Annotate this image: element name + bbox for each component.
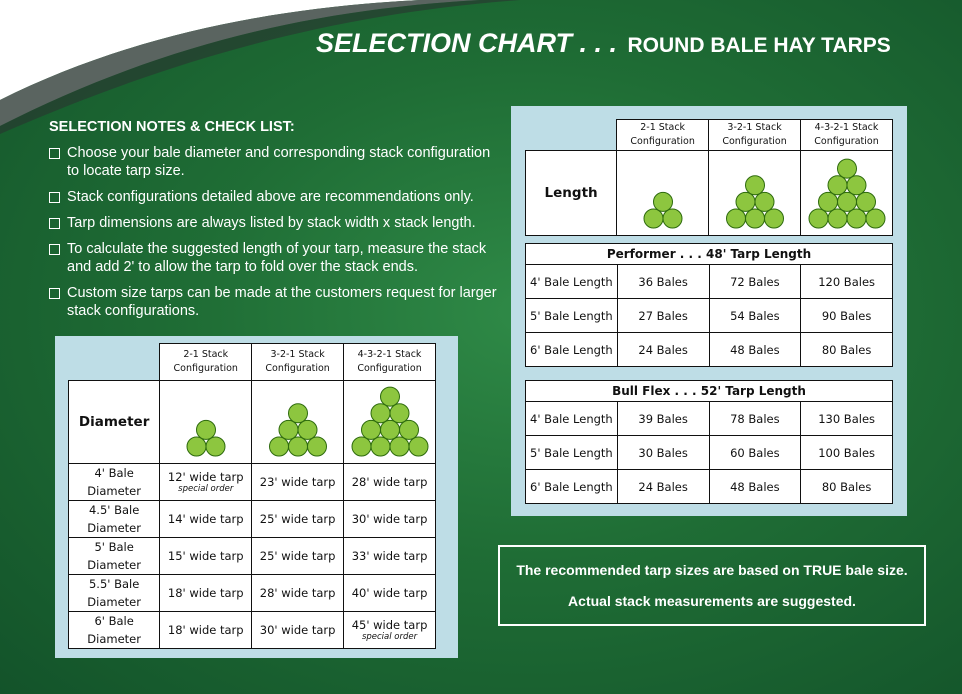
bale-circle xyxy=(390,437,409,456)
row-label: 5.5' Bale Diameter xyxy=(69,575,160,612)
bale-circle xyxy=(828,209,847,228)
table-cell: 30' wide tarp xyxy=(344,501,436,538)
length-label: Length xyxy=(526,151,617,236)
table-cell: 15' wide tarp xyxy=(160,538,252,575)
width-table xyxy=(68,343,436,649)
config-header-4-3-2-1: 4-3-2-1 Stack Configuration xyxy=(801,120,893,151)
bale-stack-icon xyxy=(346,381,434,459)
stack-4-3-2-1-icon xyxy=(344,381,436,464)
table-cell: 27 Bales xyxy=(617,299,709,333)
table-cell: 30' wide tarp xyxy=(252,612,344,649)
table-row xyxy=(69,501,436,538)
bale-circle xyxy=(371,437,390,456)
stack-3-2-1-icon xyxy=(709,151,801,236)
table-cell: 80 Bales xyxy=(801,470,893,504)
bale-circle xyxy=(809,209,828,228)
table-cell: 28' wide tarp xyxy=(252,575,344,612)
bale-circle xyxy=(818,192,837,211)
bale-circle xyxy=(764,209,783,228)
notes-heading: SELECTION NOTES & CHECK LIST: xyxy=(49,119,295,135)
table-cell: 48 Bales xyxy=(709,470,801,504)
bale-stack-icon xyxy=(711,151,799,231)
bullflex-header: Bull Flex . . . 52' Tarp Length xyxy=(526,381,893,402)
config-header-4-3-2-1: 4-3-2-1 Stack Configuration xyxy=(344,344,436,381)
bale-circle xyxy=(206,437,225,456)
notes-list xyxy=(49,144,499,320)
checkbox-icon xyxy=(49,218,60,229)
bale-stack-icon xyxy=(162,381,250,459)
note-item: Stack configurations detailed above are recommendations only. xyxy=(49,188,499,206)
length-table-panel xyxy=(511,106,907,516)
bale-circle xyxy=(352,437,371,456)
width-table-panel xyxy=(55,336,458,658)
table-row xyxy=(69,538,436,575)
table-cell: 25' wide tarp xyxy=(252,501,344,538)
note-line-2: Actual stack measurements are suggested. xyxy=(568,593,856,609)
table-cell: 100 Bales xyxy=(801,436,893,470)
bale-circle xyxy=(644,209,663,228)
checkbox-icon xyxy=(49,288,60,299)
bale-circle xyxy=(288,437,307,456)
table-row xyxy=(526,265,893,299)
note-item: Custom size tarps can be made at the customers request for larger stack configurations. xyxy=(49,284,499,320)
table-cell: 23' wide tarp xyxy=(252,464,344,501)
config-header-3-2-1: 3-2-1 Stack Configuration xyxy=(709,120,801,151)
table-cell: 40' wide tarp xyxy=(344,575,436,612)
note-line-1: The recommended tarp sizes are based on TRUE bale size. xyxy=(516,562,908,578)
title-part2: ROUND BALE HAY TARPS xyxy=(627,34,891,57)
special-order-note: special order xyxy=(178,483,234,494)
bale-stack-icon xyxy=(254,381,342,459)
note-item: To calculate the suggested length of your tarp, measure the stack and add 2' to allow the tarp to fold over the stack ends. xyxy=(49,240,499,276)
table-cell: 12' wide tarp special order xyxy=(160,464,252,501)
performer-table xyxy=(525,243,893,367)
table-cell: 48 Bales xyxy=(709,333,801,367)
bale-circle xyxy=(736,192,755,211)
bale-circle xyxy=(380,387,399,406)
config-header-2-1: 2-1 Stack Configuration xyxy=(617,120,709,151)
table-row xyxy=(526,470,893,504)
table-row xyxy=(69,575,436,612)
stack-4-3-2-1-icon xyxy=(801,151,893,236)
row-label: 5' Bale Length xyxy=(526,436,618,470)
table-cell: 120 Bales xyxy=(801,265,893,299)
bale-circle xyxy=(390,404,409,423)
checkbox-icon xyxy=(49,244,60,255)
table-cell: 54 Bales xyxy=(709,299,801,333)
row-label: 6' Bale Diameter xyxy=(69,612,160,649)
table-cell: 60 Bales xyxy=(709,436,801,470)
bale-circle xyxy=(856,192,875,211)
row-label: 6' Bale Length xyxy=(526,333,618,367)
bale-circle xyxy=(307,437,326,456)
bale-circle xyxy=(653,192,672,211)
stack-3-2-1-icon xyxy=(252,381,344,464)
checkbox-icon xyxy=(49,192,60,203)
row-label: 4' Bale Diameter xyxy=(69,464,160,501)
bale-circle xyxy=(828,176,847,195)
config-header-3-2-1: 3-2-1 Stack Configuration xyxy=(252,344,344,381)
title-part1: SELECTION CHART . . . xyxy=(316,28,618,58)
table-cell: 24 Bales xyxy=(617,333,709,367)
table-row xyxy=(526,436,893,470)
bale-circle xyxy=(847,209,866,228)
bale-circle xyxy=(837,192,856,211)
bale-circle xyxy=(745,209,764,228)
bale-stack-icon xyxy=(619,151,707,231)
table-cell: 39 Bales xyxy=(617,402,709,436)
config-header-2-1: 2-1 Stack Configuration xyxy=(160,344,252,381)
tarp-size-note xyxy=(498,545,926,626)
selection-notes xyxy=(49,119,499,328)
table-row xyxy=(526,402,893,436)
table-cell: 28' wide tarp xyxy=(344,464,436,501)
bale-circle xyxy=(837,159,856,178)
note-item: Tarp dimensions are always listed by stack width x stack length. xyxy=(49,214,499,232)
table-cell: 30 Bales xyxy=(617,436,709,470)
bale-circle xyxy=(298,420,317,439)
table-cell: 18' wide tarp xyxy=(160,575,252,612)
row-label: 4' Bale Length xyxy=(526,265,618,299)
performer-header: Performer . . . 48' Tarp Length xyxy=(526,244,893,265)
row-label: 4.5' Bale Diameter xyxy=(69,501,160,538)
bale-circle xyxy=(269,437,288,456)
table-cell: 24 Bales xyxy=(617,470,709,504)
bullflex-table xyxy=(525,380,893,504)
bale-stack-icon xyxy=(803,151,891,231)
table-cell: 72 Bales xyxy=(709,265,801,299)
bale-circle xyxy=(409,437,428,456)
bale-circle xyxy=(726,209,745,228)
table-cell: 25' wide tarp xyxy=(252,538,344,575)
bale-circle xyxy=(866,209,885,228)
bale-circle xyxy=(380,420,399,439)
bale-circle xyxy=(755,192,774,211)
bale-circle xyxy=(371,404,390,423)
special-order-note: special order xyxy=(361,631,418,642)
note-item: Choose your bale diameter and corresponding stack configuration to locate tarp size. xyxy=(49,144,499,180)
bale-circle xyxy=(279,420,298,439)
table-cell: 36 Bales xyxy=(617,265,709,299)
table-cell: 90 Bales xyxy=(801,299,893,333)
bale-circle xyxy=(196,420,215,439)
row-label: 5' Bale Length xyxy=(526,299,618,333)
table-cell: 14' wide tarp xyxy=(160,501,252,538)
diameter-label: Diameter xyxy=(69,381,160,464)
stack-2-1-icon xyxy=(160,381,252,464)
bale-circle xyxy=(663,209,682,228)
bale-circle xyxy=(847,176,866,195)
page-title xyxy=(316,28,891,59)
table-cell: 45' wide tarp special order xyxy=(344,612,436,649)
checkbox-icon xyxy=(49,148,60,159)
row-label: 4' Bale Length xyxy=(526,402,618,436)
bale-circle xyxy=(187,437,206,456)
bale-circle xyxy=(288,404,307,423)
bale-circle xyxy=(361,420,380,439)
table-cell: 80 Bales xyxy=(801,333,893,367)
table-cell: 33' wide tarp xyxy=(344,538,436,575)
table-cell: 18' wide tarp xyxy=(160,612,252,649)
table-cell: 78 Bales xyxy=(709,402,801,436)
length-config-table xyxy=(525,119,893,236)
bale-circle xyxy=(745,176,764,195)
table-row xyxy=(526,299,893,333)
bale-circle xyxy=(399,420,418,439)
table-row xyxy=(69,464,436,501)
table-cell: 130 Bales xyxy=(801,402,893,436)
row-label: 6' Bale Length xyxy=(526,470,618,504)
table-row xyxy=(526,333,893,367)
row-label: 5' Bale Diameter xyxy=(69,538,160,575)
table-row xyxy=(69,612,436,649)
stack-2-1-icon xyxy=(617,151,709,236)
